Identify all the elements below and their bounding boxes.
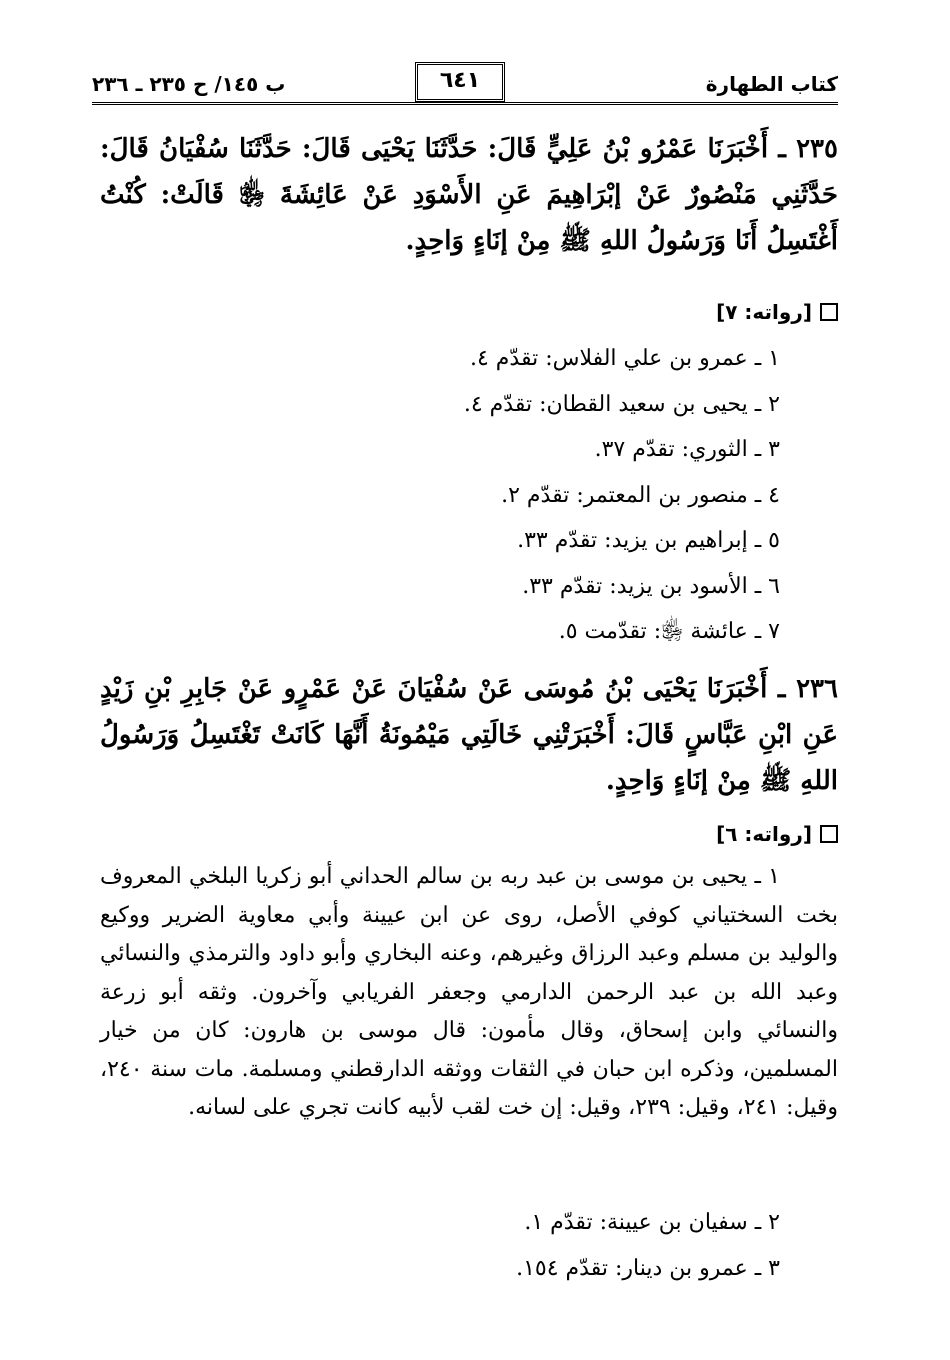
narrator-item: ٢ ـ سفيان بن عيينة: تقدّم ١. [524,1210,780,1235]
narrator-item: ١ ـ عمرو بن علي الفلاس: تقدّم ٤. [469,346,780,371]
page-number: ٦٤١ [415,62,505,102]
square-bullet-icon [820,825,838,843]
running-header [92,62,838,104]
chapter-reference: ب ١٤٥/ ح ٢٣٥ ـ ٢٣٦ [92,72,286,96]
narrators-heading-label: [رواته: ٦] [716,822,812,846]
square-bullet-icon [820,303,838,321]
hadith-235-text: ٢٣٥ ـ أَخْبَرَنَا عَمْرُو بْنُ عَلِيٍّ قَالَ: حَدَّثَنَا يَحْيَى قَالَ: حَدَّثَنَا سُفْيَانُ قَالَ: حَدَّثَنِي مَنْصُورٌ عَنْ إبْرَاهِيمَ عَنِ الأَسْوَدِ عَنْ عَائِشَةَ ﵂ قَالَتْ: كُنْتُ أَغْتَسِلُ أَنَا وَرَسُولُ اللهِ ﷺ مِنْ إنَاءٍ وَاحِدٍ. [100,134,838,256]
narrators-list-236 [516,1200,780,1291]
narrator-item: ٦ ـ الأسود بن يزيد: تقدّم ٣٣. [522,573,780,599]
narrator-item: ٤ ـ منصور بن المعتمر: تقدّم ٢. [501,482,780,508]
header-rule [92,102,838,105]
book-title: كتاب الطهارة [705,72,838,96]
narrators-heading-label: [رواته: ٧] [716,300,812,324]
narrator-item: ٣ ـ عمرو بن دينار: تقدّم ١٥٤. [516,1255,780,1281]
hadith-236-text: ٢٣٦ ـ أَخْبَرَنَا يَحْيَى بْنُ مُوسَى عَنْ سُفْيَانَ عَنْ عَمْرٍو عَنْ جَابِرِ بْنِ زَيْدٍ عَنِ ابْنِ عَبَّاسٍ قَالَ: أَخْبَرَتْنِي خَالَتِي مَيْمُونَةُ أَنَّهَا كَانَتْ تَغْتَسِلُ وَرَسُولُ اللهِ ﷺ مِنْ إنَاءٍ وَاحِدٍ. [100,674,838,796]
narrator-item: ٥ ـ إبراهيم بن يزيد: تقدّم ٣٣. [517,528,780,553]
narrator-item: ٢ ـ يحيى بن سعيد القطان: تقدّم ٤. [463,391,780,417]
narrator-item: ٣ ـ الثوري: تقدّم ٣٧. [594,437,780,462]
narrators-heading-235 [716,300,838,324]
narrator-item: ٧ ـ عائشة ﵂: تقدّمت ٥. [558,619,780,644]
narrator-biography [100,858,838,1128]
narrators-list-235 [464,336,780,655]
narrators-heading-236 [716,822,838,846]
biography-paragraph: ١ ـ يحيى بن موسى بن عبد ربه بن سالم الحداني أبو زكريا البلخي المعروف بخت السختياني كوفي الأصل، روى عن ابن عيينة وأبي معاوية الضرير ووكيع والوليد بن مسلم وعبد الرزاق وغيرهم، وعنه البخاري وأبو داود والترمذي والنسائي وعبد الله بن عبد الرحمن الدارمي وجعفر الفريابي وآخرون. وثقه أبو زرعة والنسائي وابن إسحاق، وقال مأمون: قال موسى بن هارون: كان من خيار المسلمين، وذكره ابن حبان في الثقات ووثقه الدارقطني ومسلمة. مات سنة ٢٤٠، وقيل: ٢٤١، وقيل: ٢٣٩، وقيل: إن خت لقب لأبيه كانت تجري على لسانه. [100,864,838,1120]
